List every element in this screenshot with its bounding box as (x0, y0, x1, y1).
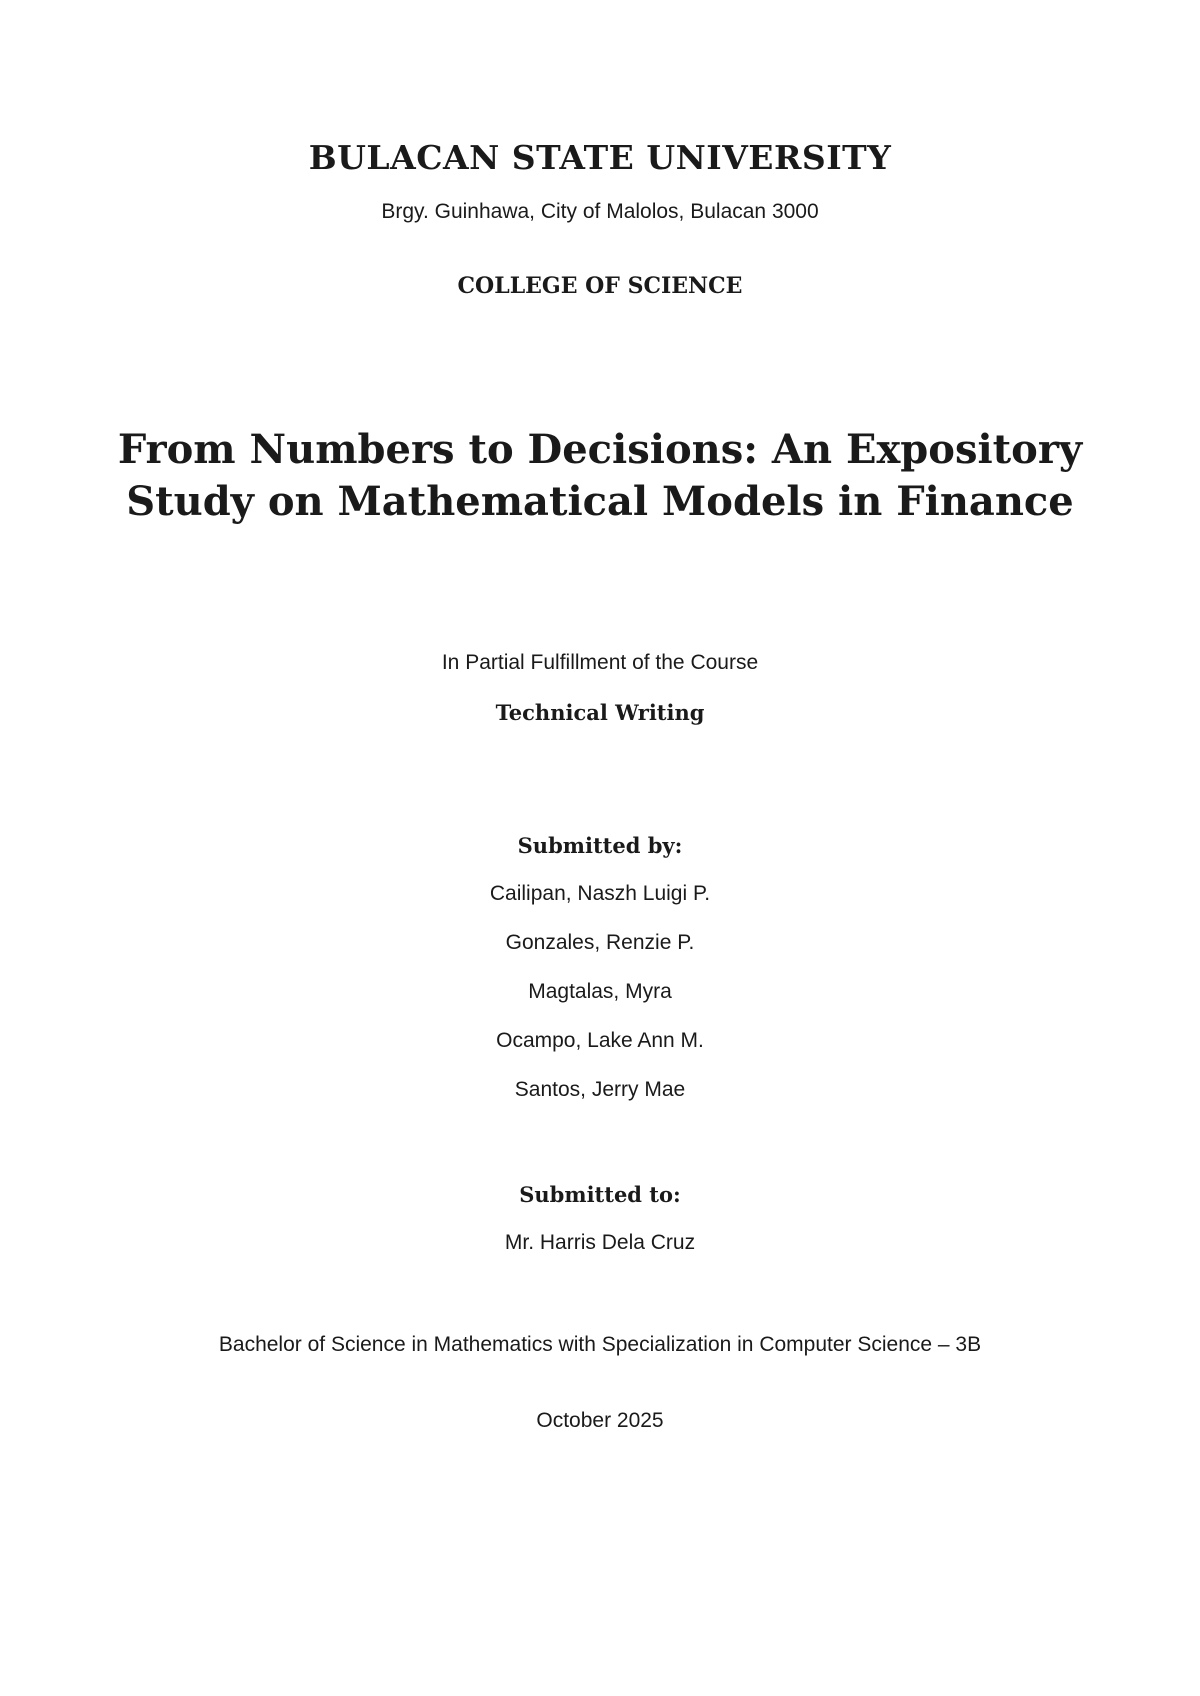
submission-date: October 2025 (536, 1409, 664, 1432)
fulfillment-statement: In Partial Fulfillment of the Course (441, 651, 759, 674)
submitted-by-label: Submitted by: (517, 833, 683, 858)
degree-program: Bachelor of Science in Mathematics with Specialization in Computer Science – 3B (218, 1333, 982, 1356)
author-name: Cailipan, Naszh Luigi P. (489, 882, 711, 905)
author-name: Gonzales, Renzie P. (505, 931, 695, 954)
university-address: Brgy. Guinhawa, City of Malolos, Bulacan 3000 (381, 200, 819, 223)
college-name: COLLEGE OF SCIENCE (457, 273, 743, 299)
adviser-name: Mr. Harris Dela Cruz (504, 1231, 696, 1254)
author-name: Santos, Jerry Mae (514, 1078, 686, 1101)
course-name: Technical Writing (495, 700, 705, 725)
author-name: Ocampo, Lake Ann M. (496, 1029, 704, 1052)
university-name: BULACAN STATE UNIVERSITY (308, 138, 892, 177)
author-name: Magtalas, Myra (528, 980, 672, 1003)
paper-title-line-2: Study on Mathematical Models in Finance (126, 478, 1074, 525)
paper-title-line-1: From Numbers to Decisions: An Expository (117, 426, 1083, 473)
submitted-to-label: Submitted to: (519, 1182, 681, 1207)
paper-title (0, 424, 1200, 528)
